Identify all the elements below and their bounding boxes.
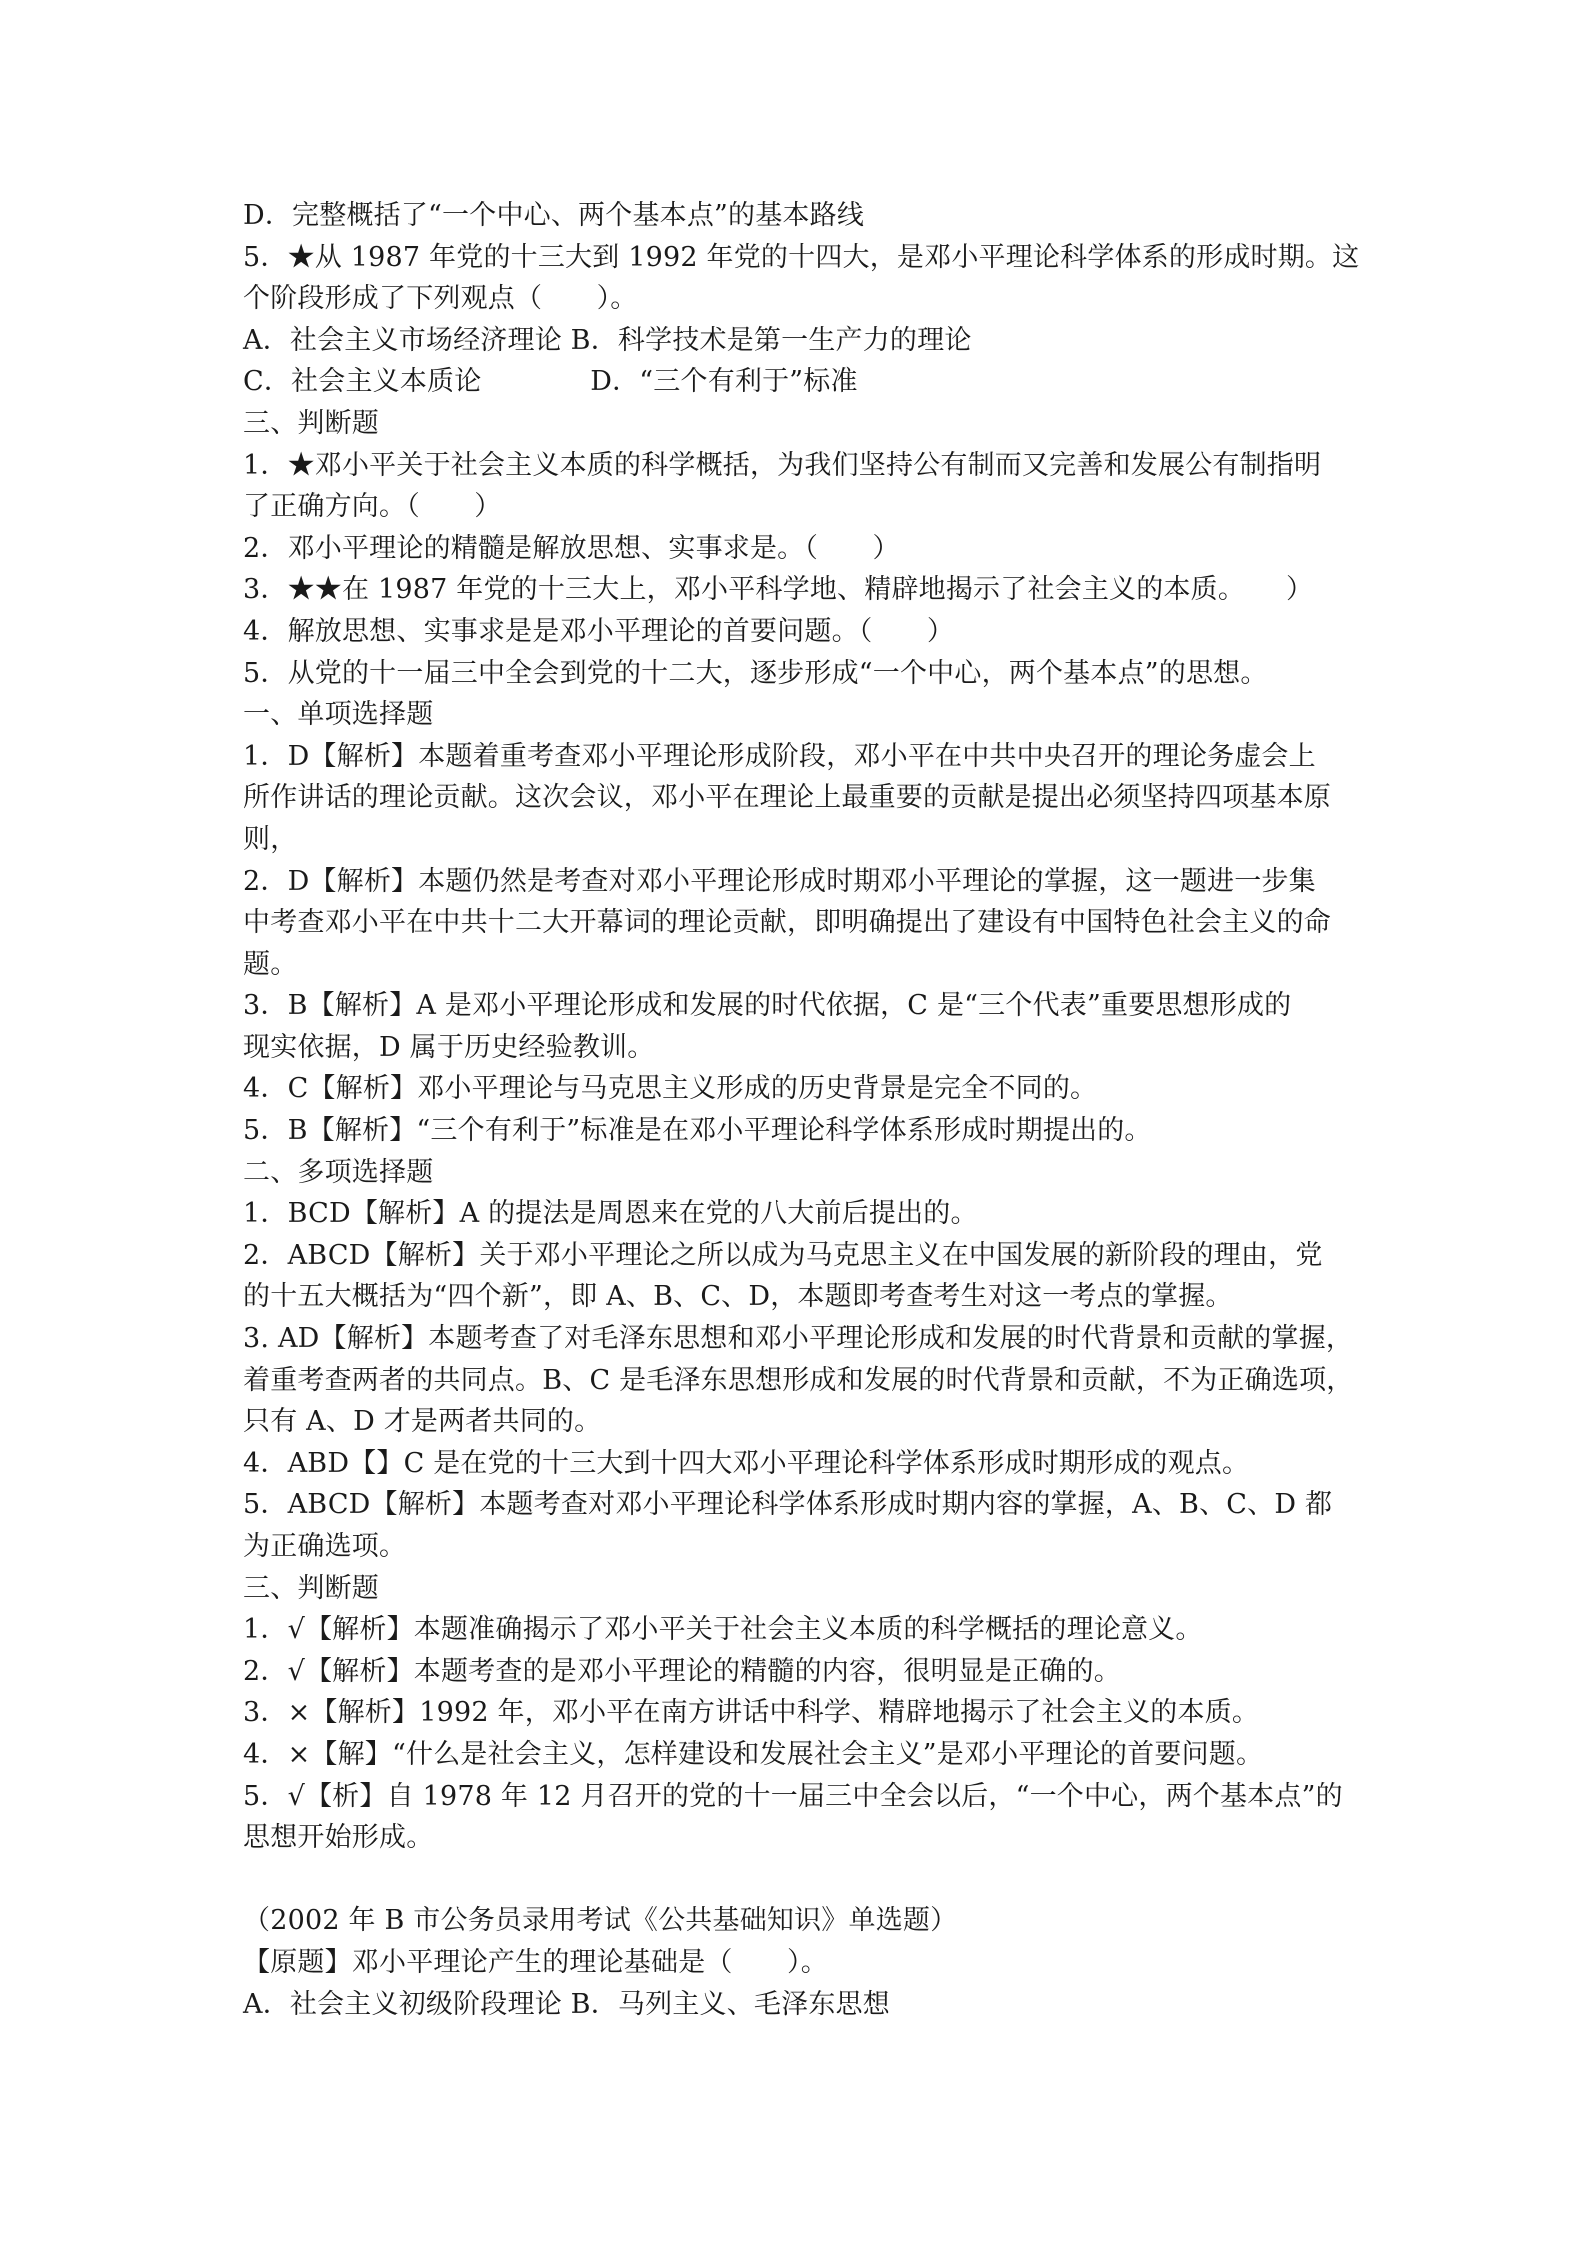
text-line: 5．ABCD【解析】本题考查对邓小平理论科学体系形成时期内容的掌握，A、B、C、D 都 [243, 1489, 1333, 1521]
text-line: 了正确方向。（ ） [243, 491, 502, 523]
text-line: 为正确选项。 [243, 1531, 407, 1562]
document-body [243, 195, 1371, 2025]
text-line: 只有 A、D 才是两者共同的。 [243, 1406, 602, 1438]
text-line: 思想开始形成。 [243, 1822, 434, 1854]
text-line: 5．从党的十一届三中全会到党的十二大，逐步形成“一个中心，两个基本点”的思想。 [243, 657, 1268, 689]
text-line: 2．邓小平理论的精髓是解放思想、实事求是。（ ） [243, 532, 900, 564]
text-line: 3．×【解析】1992 年，邓小平在南方讲话中科学、精辟地揭示了社会主义的本质。 [243, 1697, 1260, 1729]
text-line: 2．ABCD【解析】关于邓小平理论之所以成为马克思主义在中国发展的新阶段的理由，党 [243, 1239, 1323, 1271]
text-line: 5．B【解析】“三个有利于”标准是在邓小平理论科学体系形成时期提出的。 [243, 1115, 1152, 1147]
text-line: 三、判断题 [243, 1572, 379, 1604]
text-line: 三、判断题 [243, 407, 379, 439]
text-line: 题。 [243, 948, 298, 980]
text-line: 4．解放思想、实事求是是邓小平理论的首要问题。（ ） [243, 615, 955, 647]
text-line: 所作讲话的理论贡献。这次会议，邓小平在理论上最重要的贡献是提出必须坚持四项基本原 [243, 782, 1331, 814]
text-line: 2．√【解析】本题考查的是邓小平理论的精髓的内容，很明显是正确的。 [243, 1655, 1121, 1687]
text-line: 3．B【解析】A 是邓小平理论形成和发展的时代依据，C 是“三个代表”重要思想形成的 [243, 990, 1292, 1022]
text-line: 1．√【解析】本题准确揭示了邓小平关于社会主义本质的科学概括的理论意义。 [243, 1614, 1203, 1646]
text-line: 一、单项选择题 [243, 699, 434, 731]
text-line: 个阶段形成了下列观点（ ）。 [243, 283, 638, 315]
text-line: 1．★邓小平关于社会主义本质的科学概括，为我们坚持公有制而又完善和发展公有制指明 [243, 449, 1322, 481]
text-line: （2002 年 B 市公务员录用考试《公共基础知识》单选题） [243, 1905, 958, 1937]
text-line: 3．★★在 1987 年党的十三大上，邓小平科学地、精辟地揭示了社会主义的本质。 ） [243, 574, 1314, 606]
text-line: 中考查邓小平在中共十二大开幕词的理论贡献，即明确提出了建设有中国特色社会主义的命 [243, 907, 1331, 939]
blank-line [243, 1859, 1371, 1901]
text-line: 5．★从 1987 年党的十三大到 1992 年党的十四大，是邓小平理论科学体系的形成时期。这 [243, 241, 1360, 273]
text-line: 着重考查两者的共同点。B、C 是毛泽东思想形成和发展的时代背景和贡献，不为正确选项， [243, 1364, 1354, 1396]
text-line: 1．D【解析】本题着重考查邓小平理论形成阶段，邓小平在中共中央召开的理论务虚会上 [243, 740, 1316, 772]
text-line: A．社会主义初级阶段理论 B．马列主义、毛泽东思想 [243, 1988, 890, 2020]
text-line: A．社会主义市场经济理论 B．科学技术是第一生产力的理论 [243, 324, 972, 356]
text-line: 5．√【析】自 1978 年 12 月召开的党的十一届三中全会以后，“一个中心，两个基本点”的 [243, 1780, 1343, 1812]
text-line: D．完整概括了“一个中心、两个基本点”的基本路线 [243, 200, 865, 231]
text-line: 2．D【解析】本题仍然是考查对邓小平理论形成时期邓小平理论的掌握，这一题进一步集 [243, 865, 1316, 897]
text-line: C．社会主义本质论 D．“三个有利于”标准 [243, 366, 858, 398]
text-line: 3. AD【解析】本题考查了对毛泽东思想和邓小平理论形成和发展的时代背景和贡献的掌握， [243, 1323, 1354, 1355]
text-line: 4．C【解析】邓小平理论与马克思主义形成的历史背景是完全不同的。 [243, 1073, 1098, 1105]
text-line: 4．ABD【】C 是在党的十三大到十四大邓小平理论科学体系形成时期形成的观点。 [243, 1447, 1250, 1479]
text-line: 现实依据，D 属于历史经验教训。 [243, 1031, 655, 1063]
text-line: 的十五大概括为“四个新”，即 A、B、C、D，本题即考查考生对这一考点的掌握。 [243, 1281, 1233, 1313]
text-line: 1．BCD【解析】A 的提法是周恩来在党的八大前后提出的。 [243, 1198, 978, 1230]
text-line: 【原题】邓小平理论产生的理论基础是（ ）。 [243, 1946, 828, 1978]
text-line: 则， [243, 823, 298, 855]
text-line: 4．×【解】“什么是社会主义，怎样建设和发展社会主义”是邓小平理论的首要问题。 [243, 1738, 1264, 1770]
text-line: 二、多项选择题 [243, 1156, 434, 1188]
